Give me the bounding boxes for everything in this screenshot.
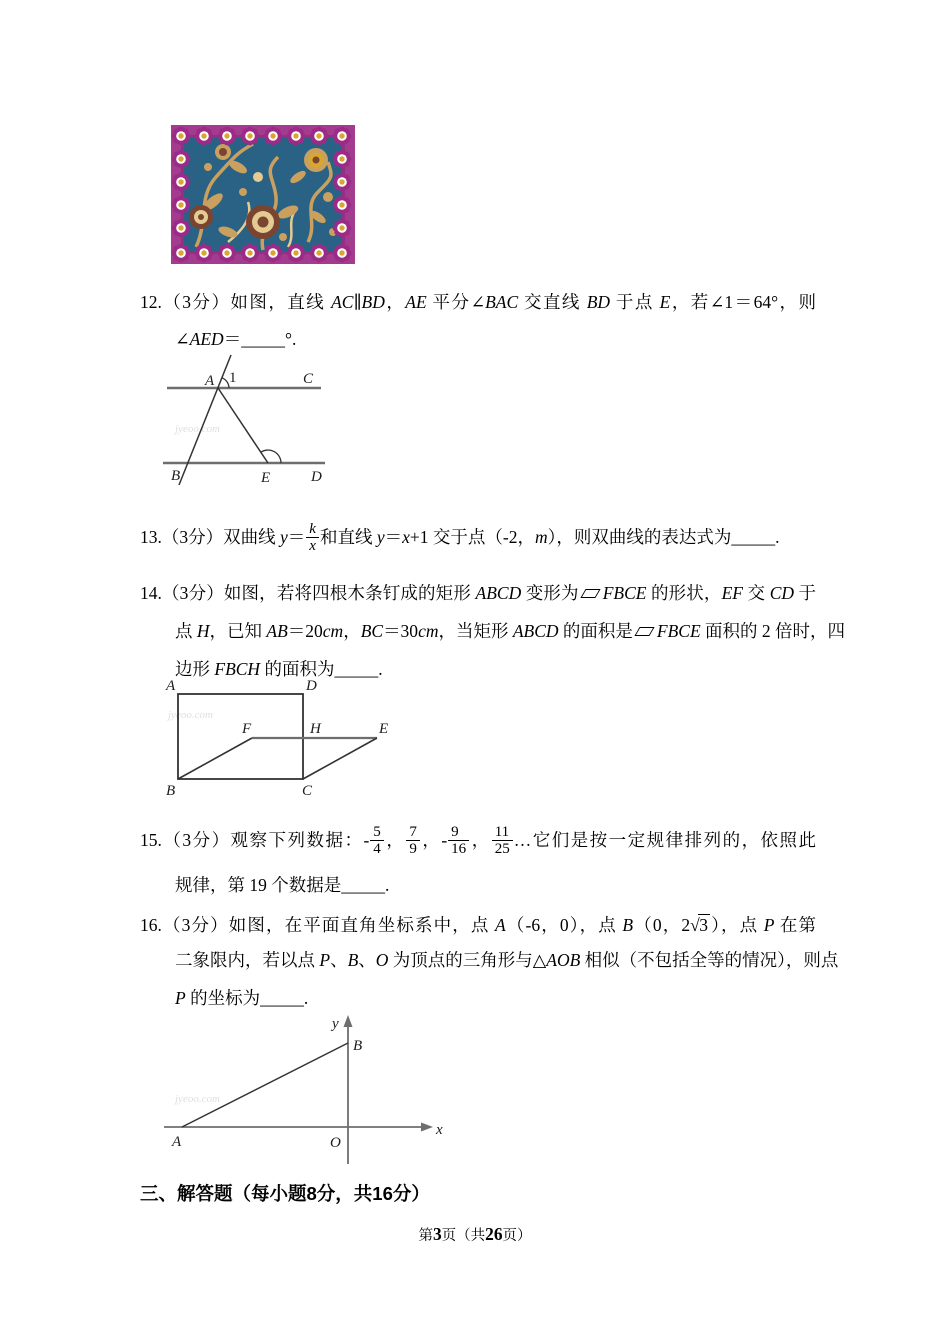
parallelogram-symbol: [634, 627, 654, 636]
question-14-text-line-2: 点 H，已知 AB＝20cm，BC＝30cm，当矩形 ABCD 的面积是 FBCE 面积的 2 倍时，四: [175, 621, 846, 641]
watermark: jyeoo.com: [168, 709, 213, 721]
q14-label-C: C: [302, 783, 313, 799]
fraction: $\frac{k}{x}$: [306, 521, 319, 555]
question-15-text-line-2: 规律，第 19 个数据是_____.: [175, 875, 390, 895]
question-15-text-line-1: 15.（3分）观察下列数据：- $\frac{5}{4}$ ， $\frac{7}{9}$ ，- $\frac{9}{16}$ ， $\frac{11}{25}$ …它们是按一定规律排列的，依照此: [140, 823, 817, 857]
parallelogram-symbol: [580, 589, 600, 598]
segment-BF: [178, 738, 252, 779]
fraction: $\frac{11}{25}$: [492, 824, 513, 858]
q16-label-A: A: [172, 1134, 182, 1150]
question-16-text-line-1: 16.（3分）如图，在平面直角坐标系中，点 A（-6，0），点 B（0，2√3 ），点 P 在第: [140, 915, 817, 935]
rectangle-ABCD: [178, 694, 303, 779]
q12-label-E: E: [261, 470, 271, 486]
segment-AE: [218, 388, 268, 463]
question-16-text-line-2: 二象限内，若以点 P、B、O 为顶点的三角形与△AOB 相似（不包括全等的情况），则点: [175, 950, 839, 970]
question-16-text-line-3: P 的坐标为_____.: [175, 988, 309, 1008]
q16-label-y: y: [332, 1016, 339, 1032]
section-header: 三、解答题（每小题8分，共16分）: [140, 1183, 430, 1204]
q16-label-x: x: [436, 1122, 443, 1138]
textile-pattern-image: [168, 122, 358, 267]
question-14-text-line-3: 边形 FBCH 的面积为_____.: [175, 659, 383, 679]
question-12-text-line-1: 12.（3分）如图，直线 AC∥BD，AE 平分∠BAC 交直线 BD 于点 E，若∠1＝64°，则: [140, 292, 816, 312]
q14-label-H: H: [310, 721, 321, 737]
question-16-figure: [160, 1012, 450, 1167]
q12-label-C: C: [303, 371, 314, 387]
question-12-figure: [163, 352, 333, 492]
fraction: $\frac{9}{16}$: [448, 824, 469, 858]
watermark: jyeoo.com: [175, 423, 220, 435]
q14-label-F: F: [242, 721, 252, 737]
fraction: $\frac{7}{9}$: [406, 824, 420, 858]
question-12-text-line-2: ∠AED＝_____°.: [175, 329, 297, 349]
q14-label-A: A: [166, 678, 176, 694]
q12-label-B: B: [171, 468, 181, 484]
x-axis-arrow: [421, 1123, 433, 1132]
question-13-text-line-1: 13.（3分）双曲线 y＝ $\frac{k}{x}$ 和直线 y＝x+1 交于点（-2，m），则双曲线的表达式为_____.: [140, 520, 780, 554]
q12-label-D: D: [311, 469, 322, 485]
segment-CE: [303, 738, 377, 779]
y-axis-arrow: [344, 1015, 353, 1027]
page-footer: 第3页（共26页）: [418, 1224, 532, 1244]
watermark: jyeoo.com: [175, 1093, 220, 1105]
q16-label-B: B: [353, 1038, 363, 1054]
q14-label-B: B: [166, 783, 176, 799]
question-14-figure: [160, 676, 400, 801]
angle-1-arc: [222, 378, 229, 388]
square-root: √3: [690, 915, 708, 935]
segment-AB: [182, 1043, 348, 1127]
q14-label-D: D: [306, 678, 317, 694]
question-14-text-line-1: 14.（3分）如图，若将四根木条钉成的矩形 ABCD 变形为 FBCE 的形状，EF 交 CD 于: [140, 583, 817, 603]
q16-label-O: O: [330, 1135, 341, 1151]
fraction: $\frac{5}{4}$: [370, 824, 384, 858]
q12-label-1: 1: [229, 370, 237, 386]
q14-label-E: E: [379, 721, 389, 737]
q12-label-A: A: [205, 373, 215, 389]
